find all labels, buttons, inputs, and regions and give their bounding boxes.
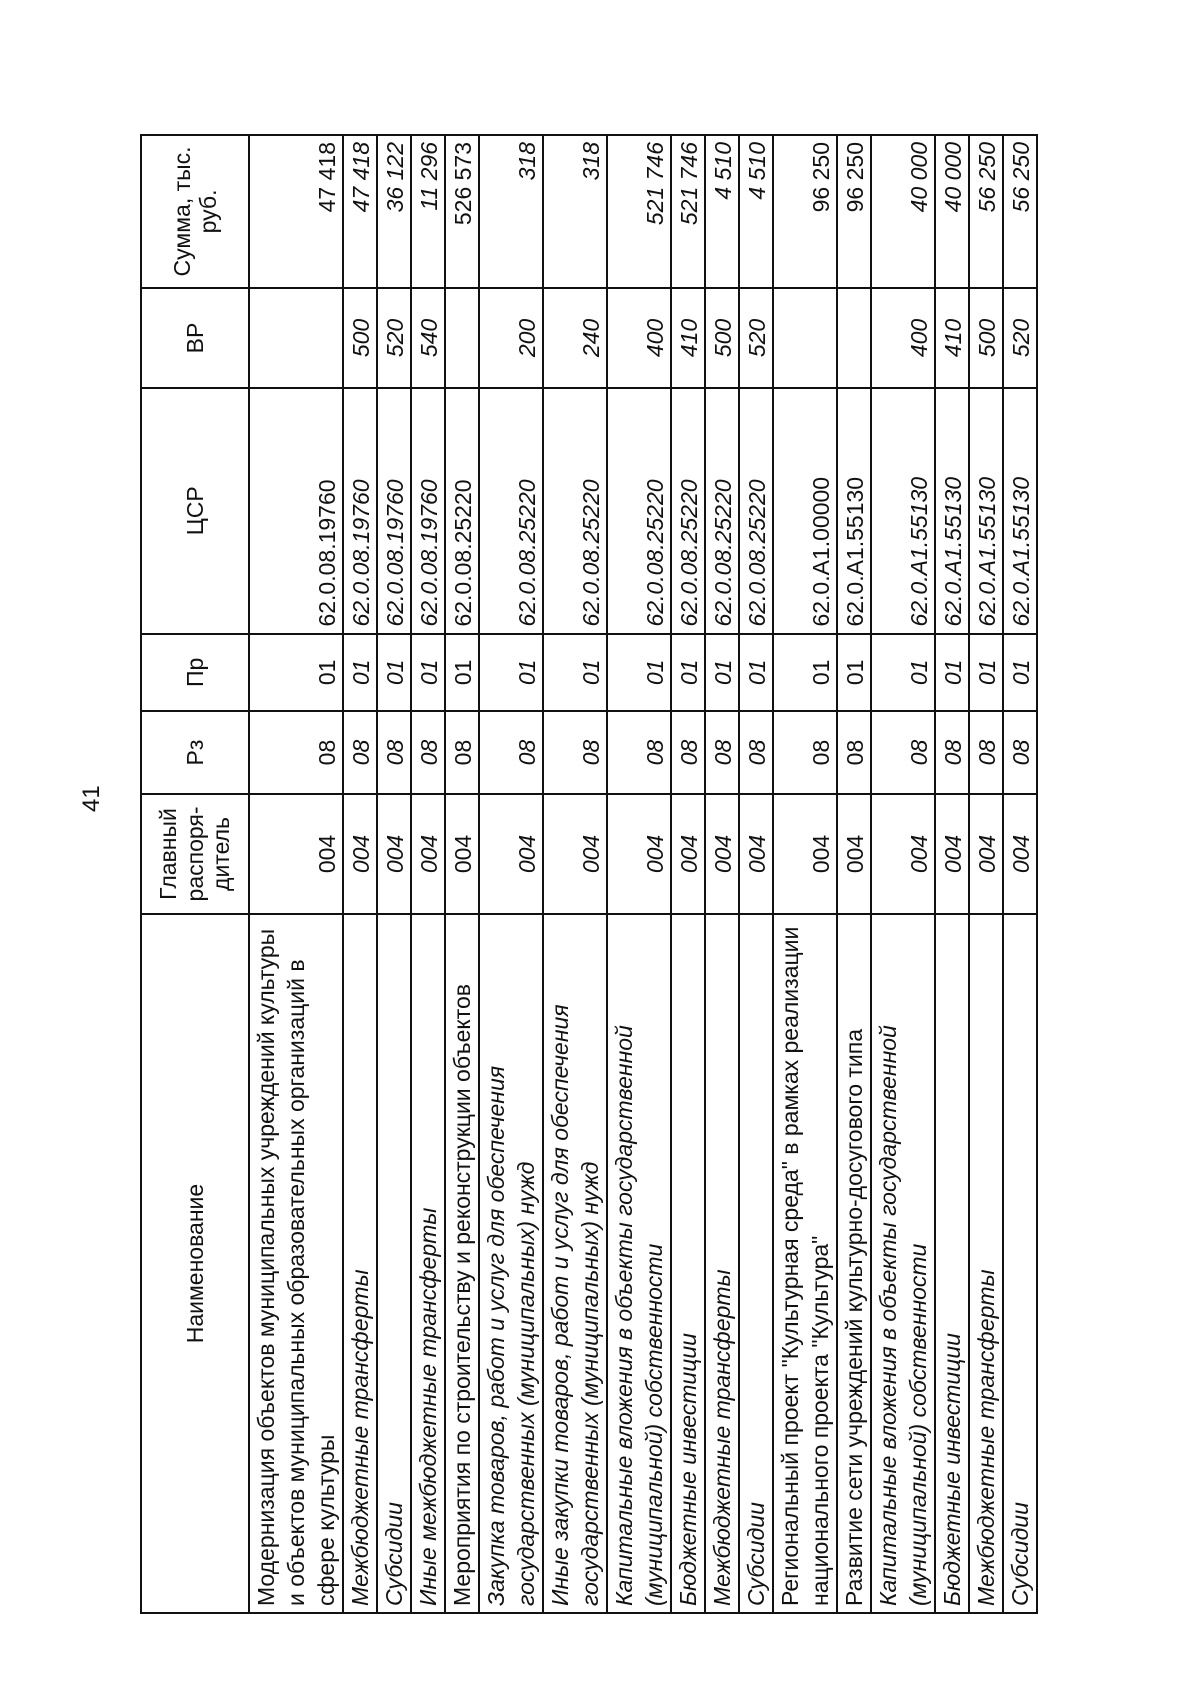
cell-amount: 40 000 bbox=[935, 135, 969, 288]
budget-table bbox=[140, 134, 1038, 1614]
cell-expense-type: 410 bbox=[671, 288, 705, 388]
cell-target-article: 62.0.A1.55130 bbox=[871, 388, 935, 633]
cell-amount: 318 bbox=[543, 135, 607, 288]
cell-name: Субсидии bbox=[739, 914, 773, 1613]
cell-chief-manager: 004 bbox=[935, 794, 969, 914]
cell-amount: 36 122 bbox=[377, 135, 411, 288]
cell-chief-manager: 004 bbox=[739, 794, 773, 914]
cell-chief-manager: 004 bbox=[411, 794, 445, 914]
table-row bbox=[705, 135, 739, 1613]
cell-target-article: 62.0.08.25220 bbox=[543, 388, 607, 633]
cell-amount: 11 296 bbox=[411, 135, 445, 288]
cell-section: 08 bbox=[705, 711, 739, 794]
page-number: 41 bbox=[78, 785, 105, 812]
cell-amount: 56 250 bbox=[1003, 135, 1037, 288]
cell-section: 08 bbox=[739, 711, 773, 794]
cell-name: Межбюджетные трансферты bbox=[705, 914, 739, 1613]
cell-name: Развитие сети учреждений культурно-досугового типа bbox=[837, 914, 871, 1613]
cell-section: 08 bbox=[343, 711, 377, 794]
cell-name: Межбюджетные трансферты bbox=[969, 914, 1003, 1613]
cell-chief-manager: 004 bbox=[543, 794, 607, 914]
cell-chief-manager: 004 bbox=[705, 794, 739, 914]
cell-expense-type: 400 bbox=[871, 288, 935, 388]
cell-section: 08 bbox=[871, 711, 935, 794]
header-chief-manager: Главный распоря-дитель bbox=[141, 794, 249, 914]
cell-expense-type bbox=[445, 288, 479, 388]
cell-target-article: 62.0.A1.55130 bbox=[969, 388, 1003, 633]
cell-expense-type: 500 bbox=[705, 288, 739, 388]
cell-expense-type: 520 bbox=[377, 288, 411, 388]
cell-expense-type: 520 bbox=[1003, 288, 1037, 388]
cell-subsection: 01 bbox=[969, 634, 1003, 712]
header-name: Наименование bbox=[141, 914, 249, 1613]
cell-subsection: 01 bbox=[871, 634, 935, 712]
cell-subsection: 01 bbox=[773, 634, 837, 712]
cell-name: Закупка товаров, работ и услуг для обеспечения государственных (муниципальных) нужд bbox=[479, 914, 543, 1613]
cell-section: 08 bbox=[543, 711, 607, 794]
cell-amount: 96 250 bbox=[773, 135, 837, 288]
cell-subsection: 01 bbox=[445, 634, 479, 712]
cell-target-article: 62.0.08.25220 bbox=[705, 388, 739, 633]
cell-section: 08 bbox=[607, 711, 671, 794]
cell-chief-manager: 004 bbox=[969, 794, 1003, 914]
table-row bbox=[543, 135, 607, 1613]
cell-section: 08 bbox=[377, 711, 411, 794]
table-row bbox=[935, 135, 969, 1613]
table-body bbox=[249, 135, 1037, 1613]
cell-section: 08 bbox=[479, 711, 543, 794]
cell-amount: 318 bbox=[479, 135, 543, 288]
table-row bbox=[377, 135, 411, 1613]
cell-section: 08 bbox=[249, 711, 343, 794]
cell-section: 08 bbox=[773, 711, 837, 794]
rotated-table-container bbox=[140, 134, 1035, 1614]
cell-target-article: 62.0.08.25220 bbox=[607, 388, 671, 633]
cell-expense-type: 410 bbox=[935, 288, 969, 388]
cell-subsection: 01 bbox=[543, 634, 607, 712]
header-subsection: Пр bbox=[141, 634, 249, 712]
cell-expense-type bbox=[249, 288, 343, 388]
cell-chief-manager: 004 bbox=[343, 794, 377, 914]
cell-amount: 56 250 bbox=[969, 135, 1003, 288]
cell-chief-manager: 004 bbox=[479, 794, 543, 914]
cell-subsection: 01 bbox=[739, 634, 773, 712]
cell-name: Мероприятия по строительству и реконструкции объектов bbox=[445, 914, 479, 1613]
cell-expense-type: 500 bbox=[343, 288, 377, 388]
table-row bbox=[607, 135, 671, 1613]
cell-chief-manager: 004 bbox=[773, 794, 837, 914]
cell-subsection: 01 bbox=[935, 634, 969, 712]
cell-target-article: 62.0.08.25220 bbox=[739, 388, 773, 633]
cell-subsection: 01 bbox=[837, 634, 871, 712]
table-row bbox=[411, 135, 445, 1613]
cell-section: 08 bbox=[935, 711, 969, 794]
cell-name: Региональный проект "Культурная среда" в рамках реализации национального проекта "Культура" bbox=[773, 914, 837, 1613]
cell-name: Бюджетные инвестиции bbox=[935, 914, 969, 1613]
cell-expense-type: 520 bbox=[739, 288, 773, 388]
cell-amount: 521 746 bbox=[607, 135, 671, 288]
table-row bbox=[969, 135, 1003, 1613]
cell-amount: 4 510 bbox=[705, 135, 739, 288]
table-header-row bbox=[141, 135, 249, 1613]
cell-name: Капитальные вложения в объекты государственной (муниципальной) собственности bbox=[871, 914, 935, 1613]
cell-section: 08 bbox=[411, 711, 445, 794]
cell-name: Бюджетные инвестиции bbox=[671, 914, 705, 1613]
cell-chief-manager: 004 bbox=[671, 794, 705, 914]
cell-expense-type: 200 bbox=[479, 288, 543, 388]
cell-expense-type: 540 bbox=[411, 288, 445, 388]
header-target-article: ЦСР bbox=[141, 388, 249, 633]
cell-chief-manager: 004 bbox=[249, 794, 343, 914]
table-row bbox=[445, 135, 479, 1613]
cell-target-article: 62.0.A1.00000 bbox=[773, 388, 837, 633]
cell-section: 08 bbox=[671, 711, 705, 794]
header-amount: Сумма, тыс. руб. bbox=[141, 135, 249, 288]
cell-expense-type bbox=[837, 288, 871, 388]
cell-target-article: 62.0.08.25220 bbox=[671, 388, 705, 633]
cell-section: 08 bbox=[837, 711, 871, 794]
cell-target-article: 62.0.08.25220 bbox=[479, 388, 543, 633]
cell-subsection: 01 bbox=[343, 634, 377, 712]
cell-subsection: 01 bbox=[607, 634, 671, 712]
cell-chief-manager: 004 bbox=[1003, 794, 1037, 914]
cell-amount: 40 000 bbox=[871, 135, 935, 288]
cell-name: Субсидии bbox=[377, 914, 411, 1613]
table-row bbox=[739, 135, 773, 1613]
cell-amount: 521 746 bbox=[671, 135, 705, 288]
cell-subsection: 01 bbox=[411, 634, 445, 712]
cell-target-article: 62.0.08.19760 bbox=[249, 388, 343, 633]
cell-subsection: 01 bbox=[479, 634, 543, 712]
cell-subsection: 01 bbox=[1003, 634, 1037, 712]
header-expense-type: ВР bbox=[141, 288, 249, 388]
cell-target-article: 62.0.08.19760 bbox=[377, 388, 411, 633]
cell-target-article: 62.0.08.19760 bbox=[343, 388, 377, 633]
cell-section: 08 bbox=[445, 711, 479, 794]
cell-subsection: 01 bbox=[671, 634, 705, 712]
table-row bbox=[773, 135, 837, 1613]
cell-name: Иные закупки товаров, работ и услуг для обеспечения государственных (муниципальных) нужд bbox=[543, 914, 607, 1613]
cell-name: Субсидии bbox=[1003, 914, 1037, 1613]
cell-chief-manager: 004 bbox=[445, 794, 479, 914]
header-section: Рз bbox=[141, 711, 249, 794]
cell-expense-type: 240 bbox=[543, 288, 607, 388]
cell-amount: 4 510 bbox=[739, 135, 773, 288]
cell-target-article: 62.0.08.19760 bbox=[411, 388, 445, 633]
cell-expense-type: 500 bbox=[969, 288, 1003, 388]
cell-subsection: 01 bbox=[705, 634, 739, 712]
table-row bbox=[1003, 135, 1037, 1613]
table-row bbox=[249, 135, 343, 1613]
cell-chief-manager: 004 bbox=[837, 794, 871, 914]
cell-subsection: 01 bbox=[377, 634, 411, 712]
table-row bbox=[343, 135, 377, 1613]
table-row bbox=[837, 135, 871, 1613]
cell-amount: 47 418 bbox=[343, 135, 377, 288]
cell-expense-type: 400 bbox=[607, 288, 671, 388]
cell-chief-manager: 004 bbox=[871, 794, 935, 914]
cell-amount: 526 573 bbox=[445, 135, 479, 288]
cell-name: Межбюджетные трансферты bbox=[343, 914, 377, 1613]
cell-name: Капитальные вложения в объекты государственной (муниципальной) собственности bbox=[607, 914, 671, 1613]
cell-section: 08 bbox=[969, 711, 1003, 794]
table-row bbox=[671, 135, 705, 1613]
cell-target-article: 62.0.A1.55130 bbox=[837, 388, 871, 633]
table-row bbox=[479, 135, 543, 1613]
cell-name: Модернизация объектов муниципальных учреждений культуры и объектов муниципальных образовательных организаций в сфере культуры bbox=[249, 914, 343, 1613]
cell-target-article: 62.0.A1.55130 bbox=[1003, 388, 1037, 633]
cell-section: 08 bbox=[1003, 711, 1037, 794]
cell-amount: 47 418 bbox=[249, 135, 343, 288]
cell-chief-manager: 004 bbox=[607, 794, 671, 914]
cell-amount: 96 250 bbox=[837, 135, 871, 288]
cell-chief-manager: 004 bbox=[377, 794, 411, 914]
cell-target-article: 62.0.A1.55130 bbox=[935, 388, 969, 633]
cell-subsection: 01 bbox=[249, 634, 343, 712]
cell-expense-type bbox=[773, 288, 837, 388]
cell-name: Иные межбюджетные трансферты bbox=[411, 914, 445, 1613]
cell-target-article: 62.0.08.25220 bbox=[445, 388, 479, 633]
table-row bbox=[871, 135, 935, 1613]
